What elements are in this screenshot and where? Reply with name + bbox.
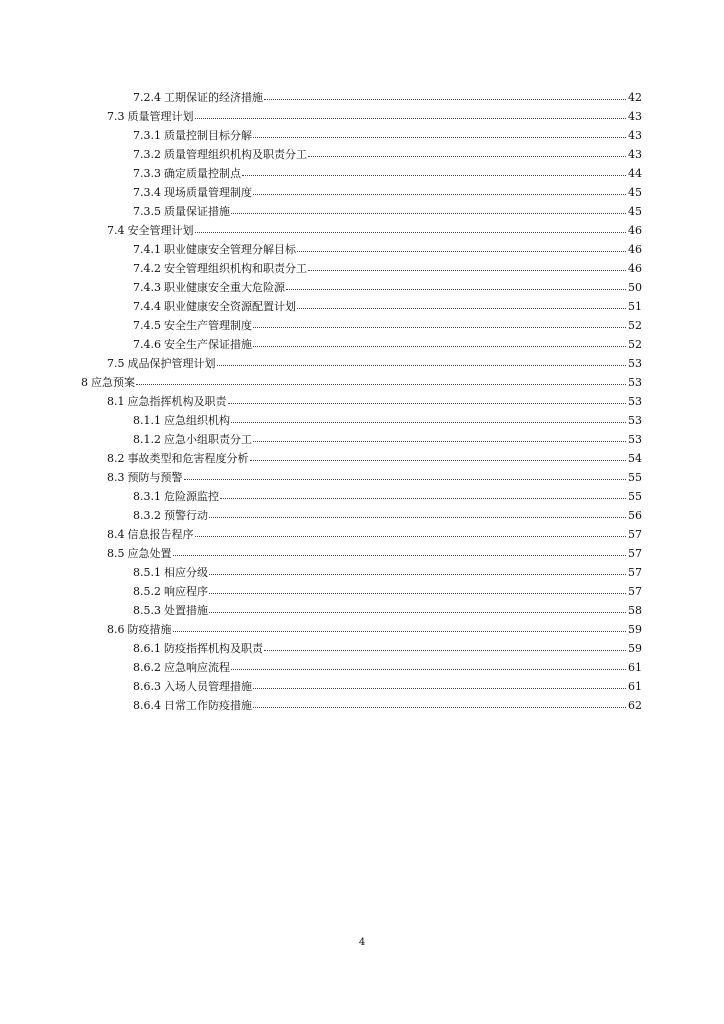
- toc-entry-title: 防疫指挥机构及职责: [164, 642, 263, 655]
- toc-dot-leader: [286, 289, 626, 290]
- toc-entry[interactable]: [0, 468, 724, 487]
- toc-entry-heading: [133, 487, 219, 506]
- toc-entry-title: 职业健康安全重大危险源: [164, 281, 285, 294]
- toc-entry-heading: [133, 658, 230, 677]
- toc-dot-leader: [253, 346, 626, 347]
- toc-entry-title: 预防与预警: [127, 471, 183, 484]
- toc-dot-leader: [195, 118, 627, 119]
- toc-entry-title: 入场人员管理措施: [164, 680, 252, 693]
- toc-entry[interactable]: [0, 202, 724, 221]
- toc-dot-leader: [231, 213, 626, 214]
- toc-dot-leader: [253, 194, 626, 195]
- toc-entry-heading: [133, 696, 252, 715]
- toc-entry-page: 57: [628, 528, 642, 541]
- toc-entry-number: 7.3.5: [133, 205, 161, 218]
- toc-entry-page: 57: [628, 547, 642, 560]
- toc-entry-page: 46: [628, 224, 642, 237]
- toc-entry-heading: [107, 392, 227, 411]
- toc-entry-title: 安全生产管理制度: [164, 319, 252, 332]
- toc-entry-number: 8.1: [107, 395, 125, 408]
- toc-entry-number: 7.2.4: [133, 91, 161, 104]
- toc-dot-leader: [220, 498, 626, 499]
- toc-entry[interactable]: [0, 449, 724, 468]
- toc-dot-leader: [217, 365, 627, 366]
- toc-entry-title: 事故类型和危害程度分析: [127, 452, 249, 465]
- toc-entry[interactable]: [0, 164, 724, 183]
- toc-entry-title: 应急响应流程: [164, 661, 230, 674]
- toc-entry-heading: [133, 639, 263, 658]
- toc-entry-title: 质量控制目标分解: [164, 129, 252, 142]
- toc-dot-leader: [253, 441, 626, 442]
- toc-entry[interactable]: [0, 392, 724, 411]
- toc-entry-title: 质量管理组织机构及职责分工: [164, 148, 307, 161]
- toc-entry-heading: [133, 145, 307, 164]
- toc-entry-page: 44: [628, 167, 642, 180]
- toc-entry-heading: [107, 107, 194, 126]
- toc-entry-page: 61: [628, 680, 642, 693]
- toc-entry-title: 日常工作防疫措施: [164, 699, 252, 712]
- toc-entry[interactable]: [0, 316, 724, 335]
- toc-dot-leader: [242, 175, 626, 176]
- toc-entry[interactable]: [0, 221, 724, 240]
- toc-entry[interactable]: [0, 563, 724, 582]
- toc-entry-title: 安全管理计划: [127, 224, 194, 237]
- toc-dot-leader: [264, 99, 626, 100]
- toc-dot-leader: [308, 270, 626, 271]
- toc-entry-heading: [133, 335, 252, 354]
- toc-dot-leader: [209, 574, 626, 575]
- toc-entry-title: 处置措施: [164, 604, 208, 617]
- toc-entry-heading: [133, 316, 252, 335]
- toc-dot-leader: [253, 137, 626, 138]
- toc-entry-page: 57: [628, 566, 642, 579]
- toc-entry-heading: [133, 677, 252, 696]
- toc-entry-number: 8.3.1: [133, 490, 161, 503]
- toc-dot-leader: [253, 707, 626, 708]
- toc-entry-number: 7.4.5: [133, 319, 161, 332]
- toc-dot-leader: [297, 308, 626, 309]
- toc-dot-leader: [231, 669, 626, 670]
- toc-entry-page: 46: [628, 262, 642, 275]
- toc-entry-page: 55: [628, 490, 642, 503]
- toc-entry-number: 7.3: [107, 110, 125, 123]
- toc-entry-page: 45: [628, 205, 642, 218]
- toc-entry[interactable]: [0, 240, 724, 259]
- toc-entry-title: 确定质量控制点: [164, 167, 241, 180]
- toc-entry-number: 8.4: [107, 528, 125, 541]
- toc-entry-page: 43: [628, 129, 642, 142]
- toc-entry-number: 7.3.3: [133, 167, 161, 180]
- toc-entry-title: 防疫措施: [127, 623, 172, 636]
- toc-entry-page: 56: [628, 509, 642, 522]
- toc-entry-page: 53: [628, 395, 642, 408]
- toc-dot-leader: [195, 536, 627, 537]
- toc-dot-leader: [209, 593, 626, 594]
- toc-entry-heading: [107, 449, 249, 468]
- toc-entry-title: 质量保证措施: [164, 205, 230, 218]
- toc-entry-number: 8.3.2: [133, 509, 161, 522]
- toc-entry-page: 52: [628, 319, 642, 332]
- toc-entry[interactable]: [0, 430, 724, 449]
- toc-entry-title: 相应分级: [164, 566, 208, 579]
- toc-entry-heading: [107, 221, 194, 240]
- toc-entry-number: 8.5.1: [133, 566, 161, 579]
- toc-entry[interactable]: [0, 183, 724, 202]
- toc-entry[interactable]: [0, 145, 724, 164]
- toc-entry-number: 7.4.1: [133, 243, 161, 256]
- toc-entry-heading: [133, 278, 285, 297]
- toc-entry-number: 8.1.2: [133, 433, 161, 446]
- toc-entry-page: 58: [628, 604, 642, 617]
- toc-entry-page: 53: [628, 357, 642, 370]
- toc-entry[interactable]: [0, 639, 724, 658]
- toc-entry-title: 预警行动: [164, 509, 208, 522]
- toc-dot-leader: [308, 156, 626, 157]
- toc-entry-title: 信息报告程序: [127, 528, 194, 541]
- toc-entry-title: 应急小组职责分工: [164, 433, 252, 446]
- toc-dot-leader: [136, 384, 626, 385]
- toc-entry[interactable]: [0, 411, 724, 430]
- toc-entry-page: 43: [628, 148, 642, 161]
- toc-entry-page: 53: [628, 414, 642, 427]
- toc-entry-page: 42: [628, 91, 642, 104]
- toc-entry-heading: [133, 430, 252, 449]
- toc-entry-number: 7.3.1: [133, 129, 161, 142]
- toc-entry[interactable]: [0, 582, 724, 601]
- toc-entry-title: 现场质量管理制度: [164, 186, 252, 199]
- toc-entry[interactable]: [0, 601, 724, 620]
- toc-entry-page: 53: [628, 376, 642, 389]
- toc-entry-number: 8.6.2: [133, 661, 161, 674]
- toc-dot-leader: [228, 403, 627, 404]
- toc-entry-page: 55: [628, 471, 642, 484]
- toc-entry[interactable]: [0, 88, 724, 107]
- toc-entry-title: 职业健康安全管理分解目标: [164, 243, 296, 256]
- toc-dot-leader: [209, 517, 626, 518]
- toc-entry-title: 危险源监控: [164, 490, 219, 503]
- toc-entry-page: 45: [628, 186, 642, 199]
- toc-dot-leader: [264, 650, 626, 651]
- toc-entry-number: 8.2: [107, 452, 125, 465]
- toc-entry[interactable]: [0, 487, 724, 506]
- toc-entry-page: 43: [628, 110, 642, 123]
- toc-entry-heading: [133, 582, 208, 601]
- toc-entry-page: 59: [628, 642, 642, 655]
- toc-entry-page: 51: [628, 300, 642, 313]
- toc-dot-leader: [231, 422, 626, 423]
- toc-entry-title: 应急指挥机构及职责: [127, 395, 227, 408]
- toc-entry-number: 8.1.1: [133, 414, 161, 427]
- toc-dot-leader: [297, 251, 626, 252]
- toc-entry-title: 应急处置: [127, 547, 172, 560]
- toc-entry[interactable]: [0, 696, 724, 715]
- toc-entry-heading: [133, 126, 252, 145]
- toc-entry-number: 7.4.4: [133, 300, 161, 313]
- toc-entry-number: 7.3.4: [133, 186, 161, 199]
- page-number: 4: [358, 937, 366, 948]
- toc-entry[interactable]: [0, 107, 724, 126]
- toc-entry-number: 7.4: [107, 224, 125, 237]
- toc-entry-title: 安全生产保证措施: [164, 338, 252, 351]
- toc-entry-page: 46: [628, 243, 642, 256]
- toc-entry[interactable]: [0, 335, 724, 354]
- toc-entry-heading: [81, 373, 135, 392]
- toc-dot-leader: [173, 631, 627, 632]
- toc-dot-leader: [195, 232, 627, 233]
- toc-entry[interactable]: [0, 506, 724, 525]
- toc-entry-heading: [133, 563, 208, 582]
- toc-entry-title: 响应程序: [164, 585, 208, 598]
- toc-dot-leader: [173, 555, 627, 556]
- toc-entry-heading: [133, 411, 230, 430]
- toc-entry[interactable]: [0, 297, 724, 316]
- toc-entry-heading: [133, 240, 296, 259]
- toc-entry-number: 7.4.2: [133, 262, 161, 275]
- toc-entry-title: 应急预案: [91, 376, 135, 389]
- table-of-contents: [0, 88, 724, 715]
- toc-entry[interactable]: [0, 677, 724, 696]
- toc-entry[interactable]: [0, 620, 724, 639]
- toc-entry-page: 59: [628, 623, 642, 636]
- toc-entry-page: 62: [628, 699, 642, 712]
- toc-entry-heading: [107, 468, 183, 487]
- toc-entry[interactable]: [0, 658, 724, 677]
- toc-entry-number: 8.6.4: [133, 699, 161, 712]
- toc-entry[interactable]: [0, 544, 724, 563]
- toc-dot-leader: [184, 479, 627, 480]
- toc-entry-heading: [133, 183, 252, 202]
- toc-entry-heading: [133, 164, 241, 183]
- toc-entry-number: 7.3.2: [133, 148, 161, 161]
- toc-entry[interactable]: [0, 278, 724, 297]
- toc-entry-number: 8: [81, 376, 88, 389]
- toc-entry[interactable]: [0, 259, 724, 278]
- toc-entry-title: 成品保护管理计划: [127, 357, 216, 370]
- toc-dot-leader: [250, 460, 627, 461]
- toc-entry-number: 8.6.3: [133, 680, 161, 693]
- toc-entry-page: 52: [628, 338, 642, 351]
- toc-entry[interactable]: [0, 354, 724, 373]
- toc-dot-leader: [253, 327, 626, 328]
- toc-entry-heading: [107, 525, 194, 544]
- toc-entry[interactable]: [0, 126, 724, 145]
- toc-entry-number: 7.5: [107, 357, 125, 370]
- toc-entry-number: 8.3: [107, 471, 125, 484]
- toc-entry[interactable]: [0, 373, 724, 392]
- toc-entry-page: 61: [628, 661, 642, 674]
- toc-entry-page: 54: [628, 452, 642, 465]
- toc-entry-heading: [133, 88, 263, 107]
- toc-entry-title: 质量管理计划: [127, 110, 194, 123]
- toc-entry-number: 8.6.1: [133, 642, 161, 655]
- toc-entry-number: 8.5.3: [133, 604, 161, 617]
- toc-entry-title: 应急组织机构: [164, 414, 230, 427]
- toc-entry-heading: [107, 354, 216, 373]
- toc-dot-leader: [209, 612, 626, 613]
- toc-entry-number: 7.4.6: [133, 338, 161, 351]
- toc-entry-heading: [133, 202, 230, 221]
- toc-entry-heading: [133, 259, 307, 278]
- toc-entry-heading: [133, 601, 208, 620]
- toc-entry-number: 8.6: [107, 623, 125, 636]
- toc-entry-page: 50: [628, 281, 642, 294]
- toc-entry-heading: [133, 297, 296, 316]
- toc-entry[interactable]: [0, 525, 724, 544]
- toc-entry-heading: [133, 506, 208, 525]
- toc-entry-page: 53: [628, 433, 642, 446]
- toc-entry-title: 职业健康安全资源配置计划: [164, 300, 296, 313]
- toc-entry-heading: [107, 544, 172, 563]
- toc-entry-title: 工期保证的经济措施: [164, 91, 263, 104]
- toc-entry-number: 7.4.3: [133, 281, 161, 294]
- toc-entry-page: 57: [628, 585, 642, 598]
- toc-entry-number: 8.5.2: [133, 585, 161, 598]
- toc-entry-title: 安全管理组织机构和职责分工: [164, 262, 307, 275]
- toc-dot-leader: [253, 688, 626, 689]
- toc-entry-heading: [107, 620, 172, 639]
- toc-entry-number: 8.5: [107, 547, 125, 560]
